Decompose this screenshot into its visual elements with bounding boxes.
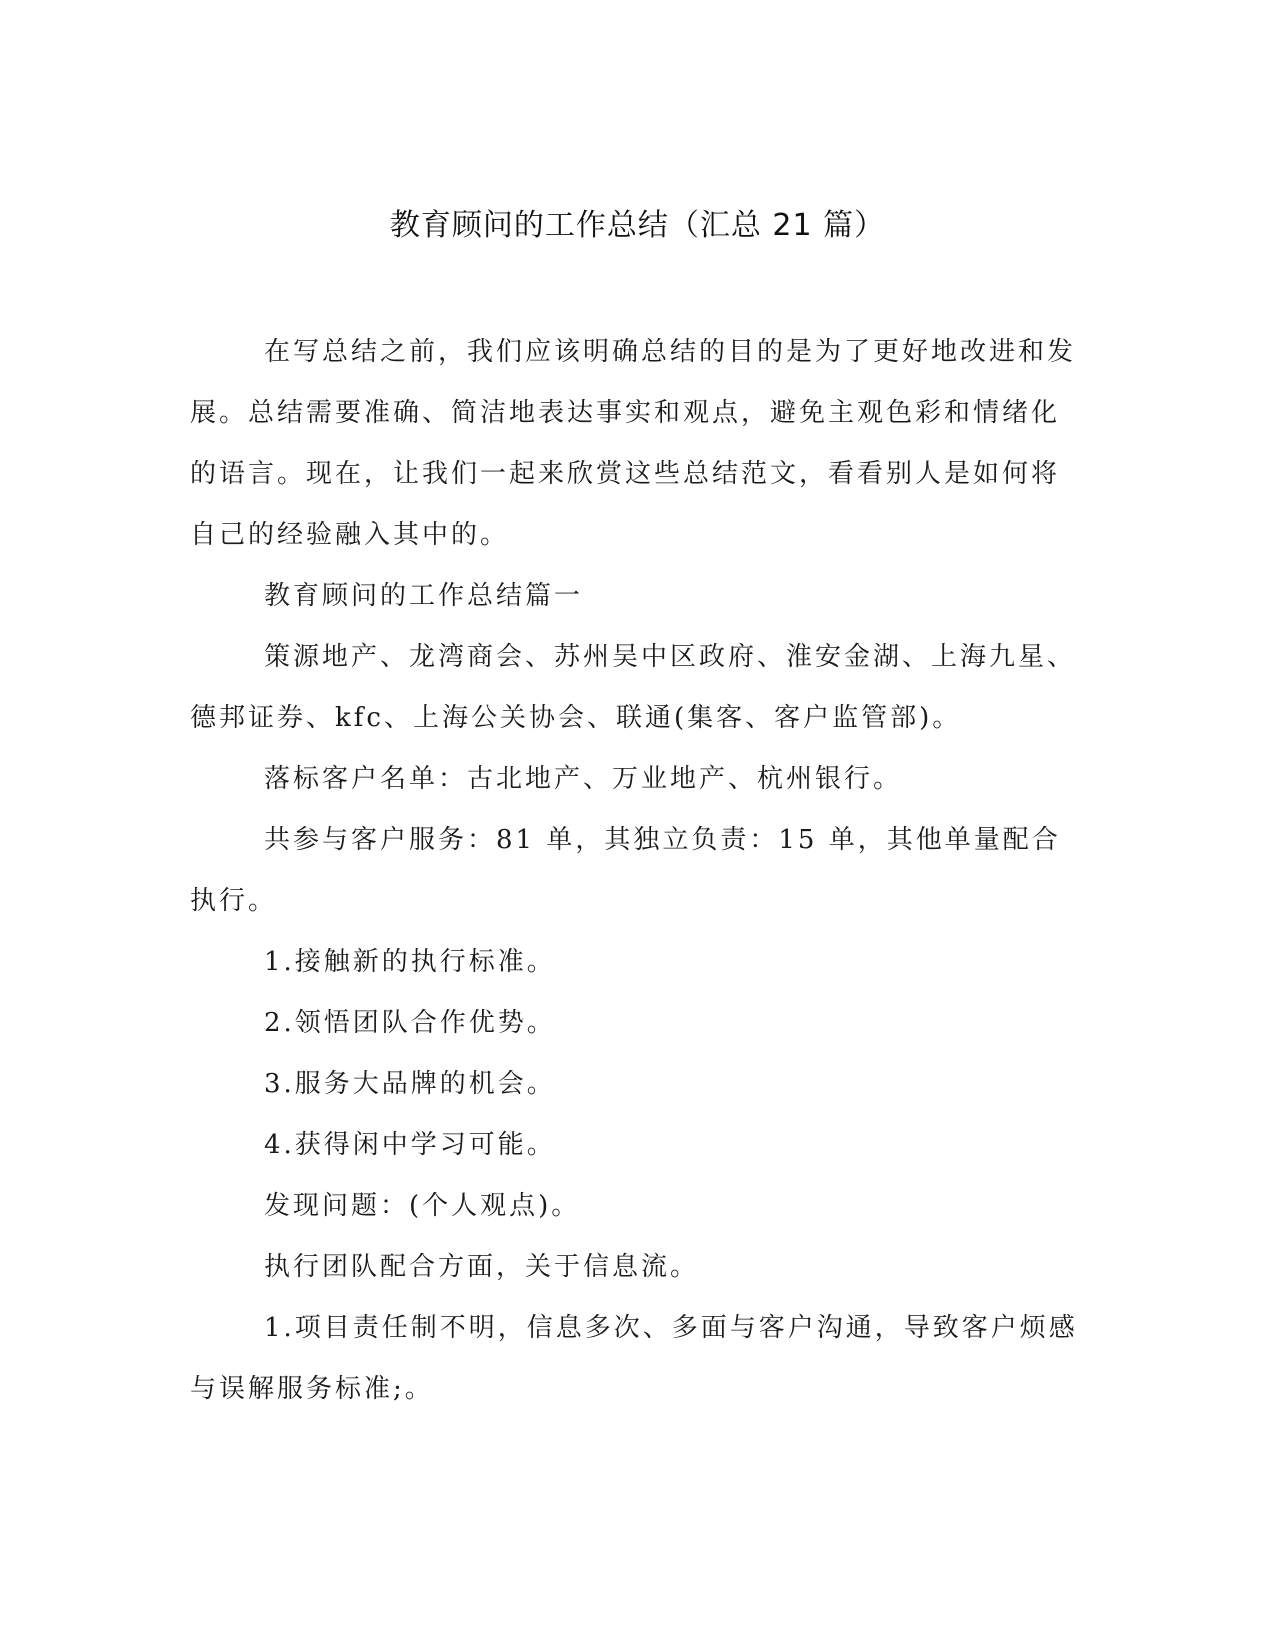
list-item: 2.领悟团队合作优势。	[264, 1008, 556, 1038]
service-count-paragraph: 共参与客户服务：81 单，其独立负责：15 单，其他单量配合执行。	[190, 825, 1061, 916]
list-item: 4.获得闲中学习可能。	[264, 1130, 556, 1160]
intro-paragraph: 在写总结之前，我们应该明确总结的目的是为了更好地改进和发展。总结需要准确、简洁地表达事实和观点，避免主观色彩和情绪化的语言。现在，让我们一起来欣赏这些总结范文，看看别人是如何将自己的经验融入其中的。	[190, 337, 1077, 550]
list-item: 1.接触新的执行标准。	[264, 947, 556, 977]
issues-heading: 发现问题：(个人观点)。	[264, 1191, 581, 1221]
section-heading: 教育顾问的工作总结篇一	[264, 581, 584, 611]
list-item: 1.项目责任制不明，信息多次、多面与客户沟通，导致客户烦感与误解服务标准;。	[190, 1313, 1078, 1404]
list-item: 3.服务大品牌的机会。	[264, 1069, 556, 1099]
lost-bid-paragraph: 落标客户名单：古北地产、万业地产、杭州银行。	[264, 764, 903, 794]
document-title: 教育顾问的工作总结（汇总 21 篇）	[389, 208, 886, 243]
team-info-paragraph: 执行团队配合方面，关于信息流。	[264, 1252, 700, 1282]
client-list-paragraph: 策源地产、龙湾商会、苏州吴中区政府、淮安金湖、上海九星、德邦证券、kfc、上海公关协会、联通(集客、客户监管部)。	[190, 642, 1077, 733]
document-body	[190, 322, 1080, 1420]
